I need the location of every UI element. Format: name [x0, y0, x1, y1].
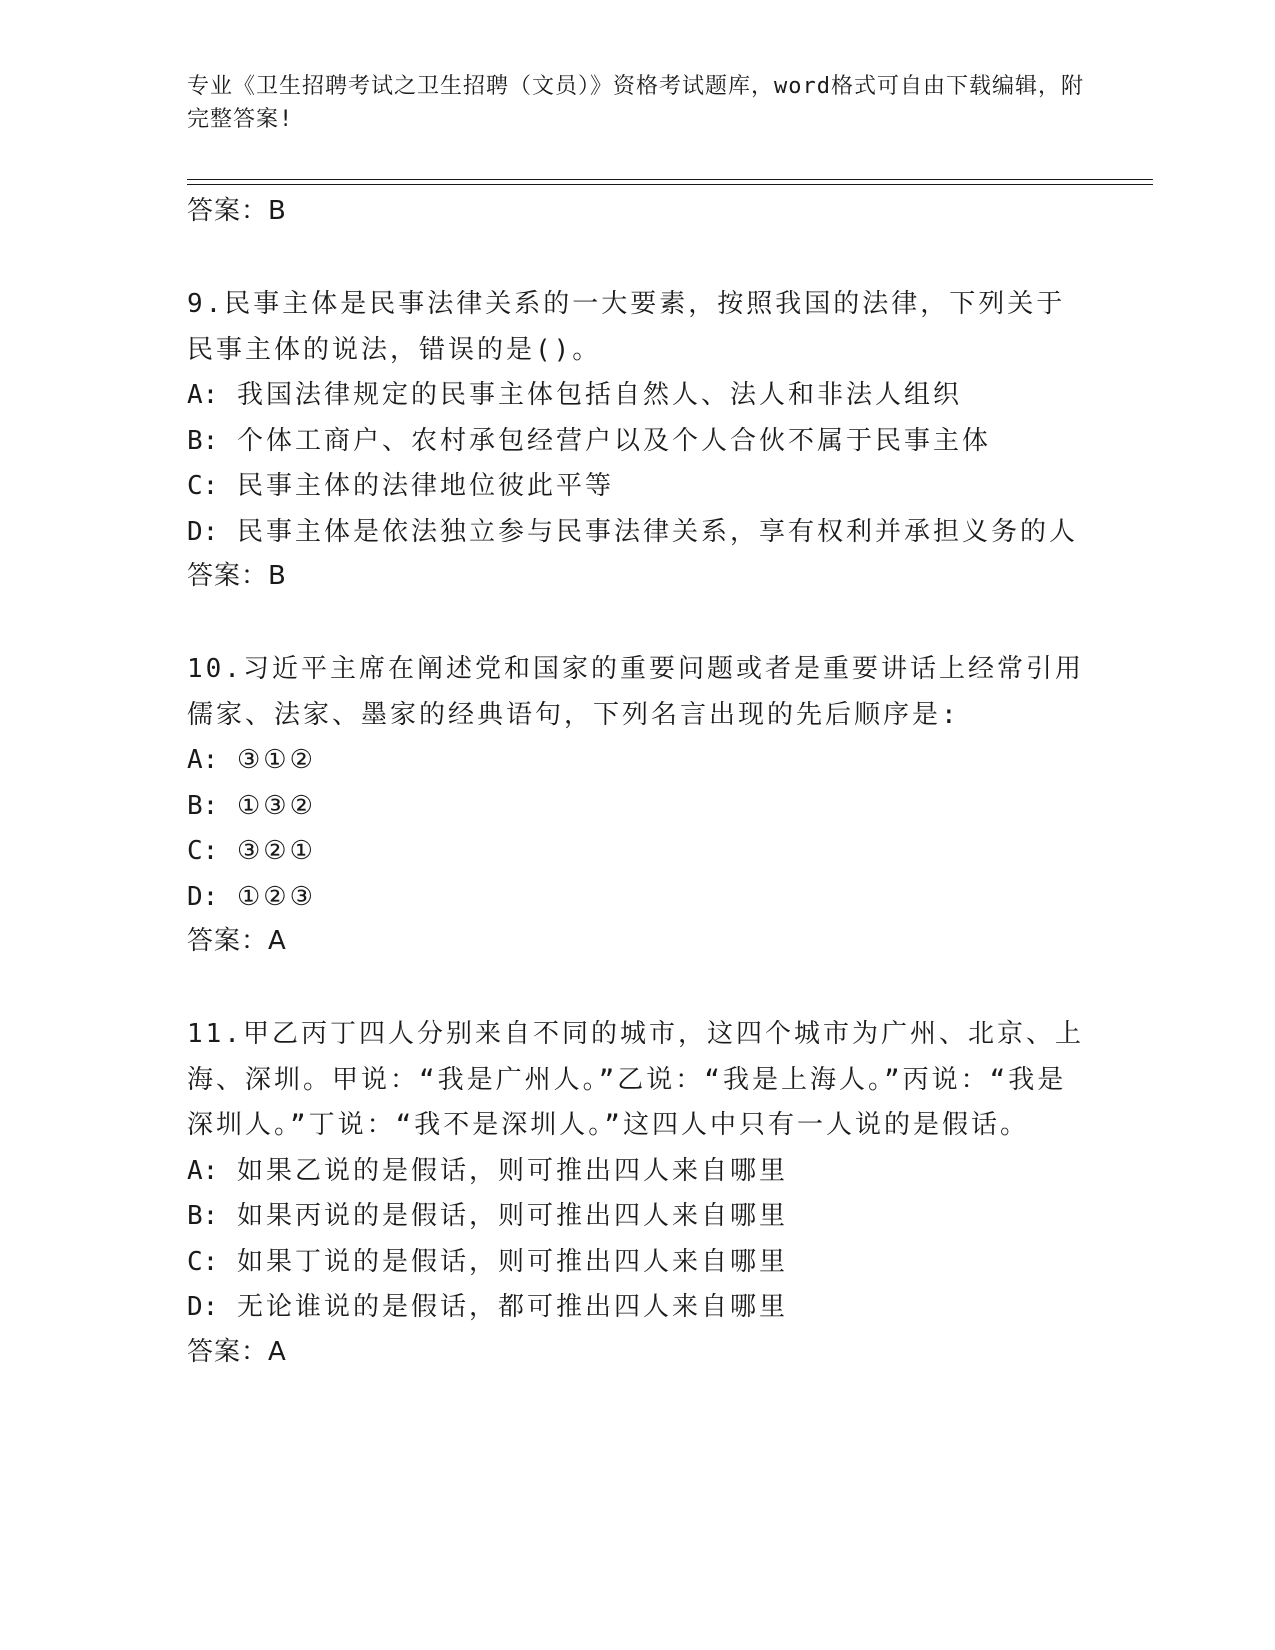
answer-line: 答案：A — [187, 1336, 287, 1367]
option-text: 如果乙说的是假话，则可推出四人来自哪里 — [236, 1155, 788, 1186]
option-letter: C: — [187, 1246, 219, 1277]
option-text: 我国法律规定的民事主体包括自然人、法人和非法人组织 — [236, 380, 962, 410]
option-letter: C: — [187, 836, 219, 866]
option-letter: B: — [187, 1201, 219, 1231]
option-d — [187, 1285, 1087, 1331]
option-a — [187, 373, 1087, 419]
option-c — [187, 464, 1087, 510]
option-letter: A: — [187, 1155, 219, 1186]
option-text: 民事主体的法律地位彼此平等 — [236, 471, 614, 501]
option-letter: B: — [187, 425, 219, 456]
question-11 — [187, 1012, 1087, 1373]
option-letter: D: — [187, 516, 219, 547]
option-letter: B: — [187, 790, 219, 821]
option-c — [187, 1240, 1087, 1286]
option-d — [187, 875, 1087, 921]
option-text: ①②③ — [236, 881, 316, 912]
header-divider-bottom — [187, 184, 1153, 185]
question-10 — [187, 647, 1087, 962]
option-text: ①③② — [236, 790, 316, 821]
option-text: 如果丙说的是假话，则可推出四人来自哪里 — [236, 1201, 788, 1231]
option-text: 民事主体是依法独立参与民事法律关系，享有权利并承担义务的人 — [236, 516, 1078, 547]
option-b — [187, 1194, 1087, 1240]
question-stem: 9.民事主体是民事法律关系的一大要素，按照我国的法律，下列关于民事主体的说法，错误的是()。 — [187, 289, 1066, 365]
option-d — [187, 510, 1087, 556]
option-letter: A: — [187, 380, 219, 410]
document-header: 专业《卫生招聘考试之卫生招聘（文员）》资格考试题库，word格式可自由下载编辑，附完整答案! — [187, 74, 1084, 132]
question-stem: 10.习近平主席在阐述党和国家的重要问题或者是重要讲话上经常引用儒家、法家、墨家的经典语句，下列名言出现的先后顺序是: — [187, 654, 1084, 730]
answer-line: 答案：A — [187, 926, 287, 956]
option-letter: C: — [187, 471, 219, 501]
option-letter: A: — [187, 745, 219, 775]
option-letter: D: — [187, 881, 219, 912]
question-stem: 11.甲乙丙丁四人分别来自不同的城市，这四个城市为广州、北京、上海、深圳。甲说：“我是广州人。”乙说：“我是上海人。”丙说：“我是深圳人。”丁说：“我不是深圳人。”这四人中只有一人说的是假话。 — [187, 1019, 1084, 1140]
document-body — [187, 190, 1087, 1373]
option-b — [187, 419, 1087, 465]
option-text: 无论谁说的是假话，都可推出四人来自哪里 — [236, 1292, 788, 1322]
answer-line: 答案：B — [187, 561, 287, 591]
option-a — [187, 1149, 1087, 1195]
option-text: 如果丁说的是假话，则可推出四人来自哪里 — [236, 1246, 788, 1277]
option-b — [187, 784, 1087, 830]
option-c — [187, 829, 1087, 875]
previous-answer: 答案：B — [187, 196, 287, 226]
option-text: ③①② — [236, 745, 316, 775]
question-9 — [187, 282, 1087, 597]
option-letter: D: — [187, 1292, 219, 1322]
option-a — [187, 738, 1087, 784]
option-text: 个体工商户、农村承包经营户以及个人合伙不属于民事主体 — [236, 425, 991, 456]
header-divider-top — [187, 179, 1153, 180]
option-text: ③②① — [236, 836, 316, 866]
